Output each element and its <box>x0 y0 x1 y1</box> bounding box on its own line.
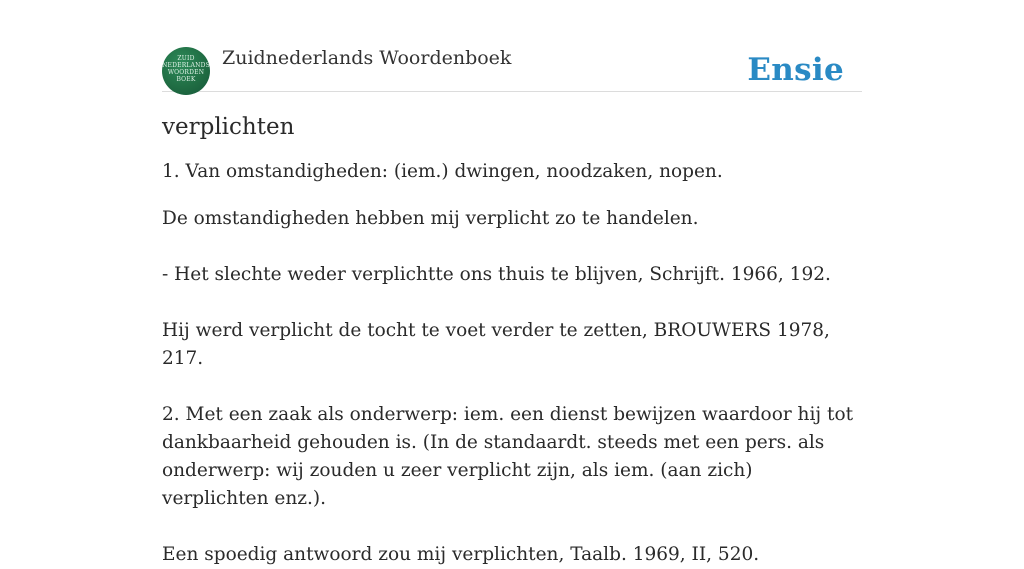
logo-text-line: ZUID <box>177 55 195 62</box>
logo-text-line: NEDERLANDS <box>162 62 210 69</box>
logo-text-line: WOORDEN <box>167 69 205 76</box>
sense-2-definition: 2. Met een zaak als onderwerp: iem. een dienst bewijzen waardoor hij tot dankbaarheid gehouden is. (In de standaardt. steeds met een pers. als onderwerp: wij zouden u zeer verplicht zijn, als iem. (aan zich) verplichten enz.). <box>162 404 854 509</box>
source-title-link[interactable]: Zuidnederlands Woordenboek <box>222 47 512 69</box>
zuidnederlands-woordenboek-logo[interactable] <box>162 47 210 95</box>
example-sentence: Hij werd verplicht de tocht te voet verder te zetten, BROUWERS 1978, 217. <box>162 320 830 369</box>
logo-text-line: BOEK <box>176 76 196 83</box>
header <box>162 44 862 92</box>
entry-headword: verplichten <box>162 114 295 140</box>
entry-content <box>162 114 862 569</box>
example-sentence: - Het slechte weder verplichtte ons thuis te blijven, Schrijft. 1966, 192. <box>162 264 831 285</box>
ensie-brand-logo[interactable]: Ensie <box>747 52 844 88</box>
example-sentence: Een spoedig antwoord zou mij verplichten, Taalb. 1969, II, 520. <box>162 544 760 565</box>
sense-1-definition: 1. Van omstandigheden: (iem.) dwingen, noodzaken, nopen. <box>162 161 723 182</box>
example-sentence: De omstandigheden hebben mij verplicht zo te handelen. <box>162 208 699 229</box>
